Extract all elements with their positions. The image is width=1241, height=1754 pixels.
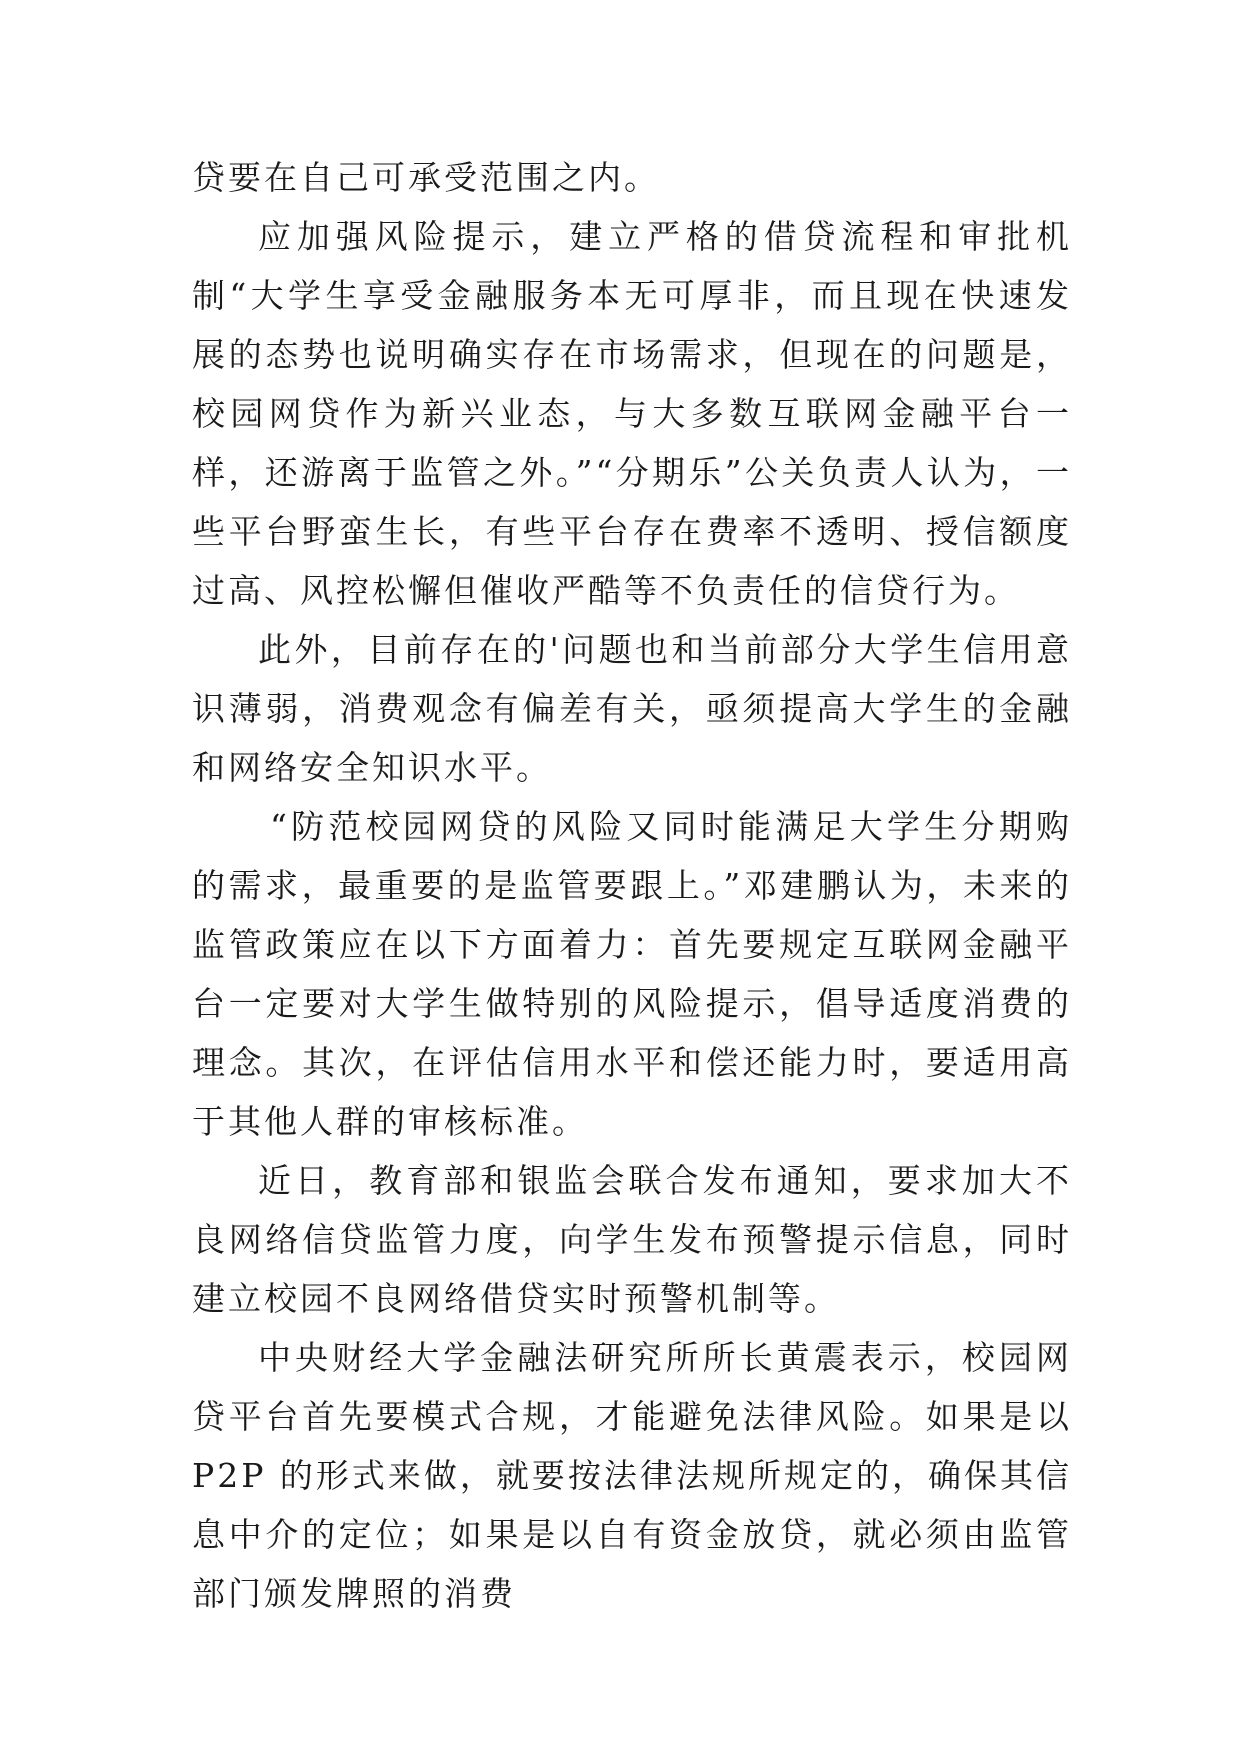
paragraph-risk-warning: 应加强风险提示，建立严格的借贷流程和审批机制“大学生享受金融服务本无可厚非，而且现在快速发展的态势也说明确实存在市场需求，但现在的问题是，校园网贷作为新兴业态，与大多数互联网金融平台一样，还游离于监管之外。”“分期乐”公关负责人认为，一些平台野蛮生长，有些平台存在费率不透明、授信额度过高、风控松懈但催收严酷等不负责任的信贷行为。 bbox=[192, 217, 1072, 610]
paragraph-regulation-quote: “防范校园网贷的风险又同时能满足大学生分期购的需求，最重要的是监管要跟上。”邓建鹏认为，未来的监管政策应在以下方面着力：首先要规定互联网金融平台一定要对大学生做特别的风险提示，倡导适度消费的理念。其次，在评估信用水平和偿还能力时，要适用高于其他人群的审核标准。 bbox=[192, 807, 1072, 1141]
paragraph-credit-awareness: 此外，目前存在的'问题也和当前部分大学生信用意识薄弱，消费观念有偏差有关，亟须提高大学生的金融和网络安全知识水平。 bbox=[192, 630, 1072, 787]
document-body bbox=[192, 148, 1072, 1623]
paragraph-compliance: 中央财经大学金融法研究所所长黄震表示，校园网贷平台首先要模式合规，才能避免法律风险。如果是以 P2P 的形式来做，就要按法律法规所规定的，确保其信息中介的定位；如果是以自有资金放贷，就必须由监管部门颁发牌照的消费 bbox=[192, 1338, 1072, 1613]
paragraph-ministry-notice: 近日，教育部和银监会联合发布通知，要求加大不良网络信贷监管力度，向学生发布预警提示信息，同时建立校园不良网络借贷实时预警机制等。 bbox=[192, 1161, 1072, 1318]
paragraph-continuation: 贷要在自己可承受范围之内。 bbox=[192, 158, 660, 197]
